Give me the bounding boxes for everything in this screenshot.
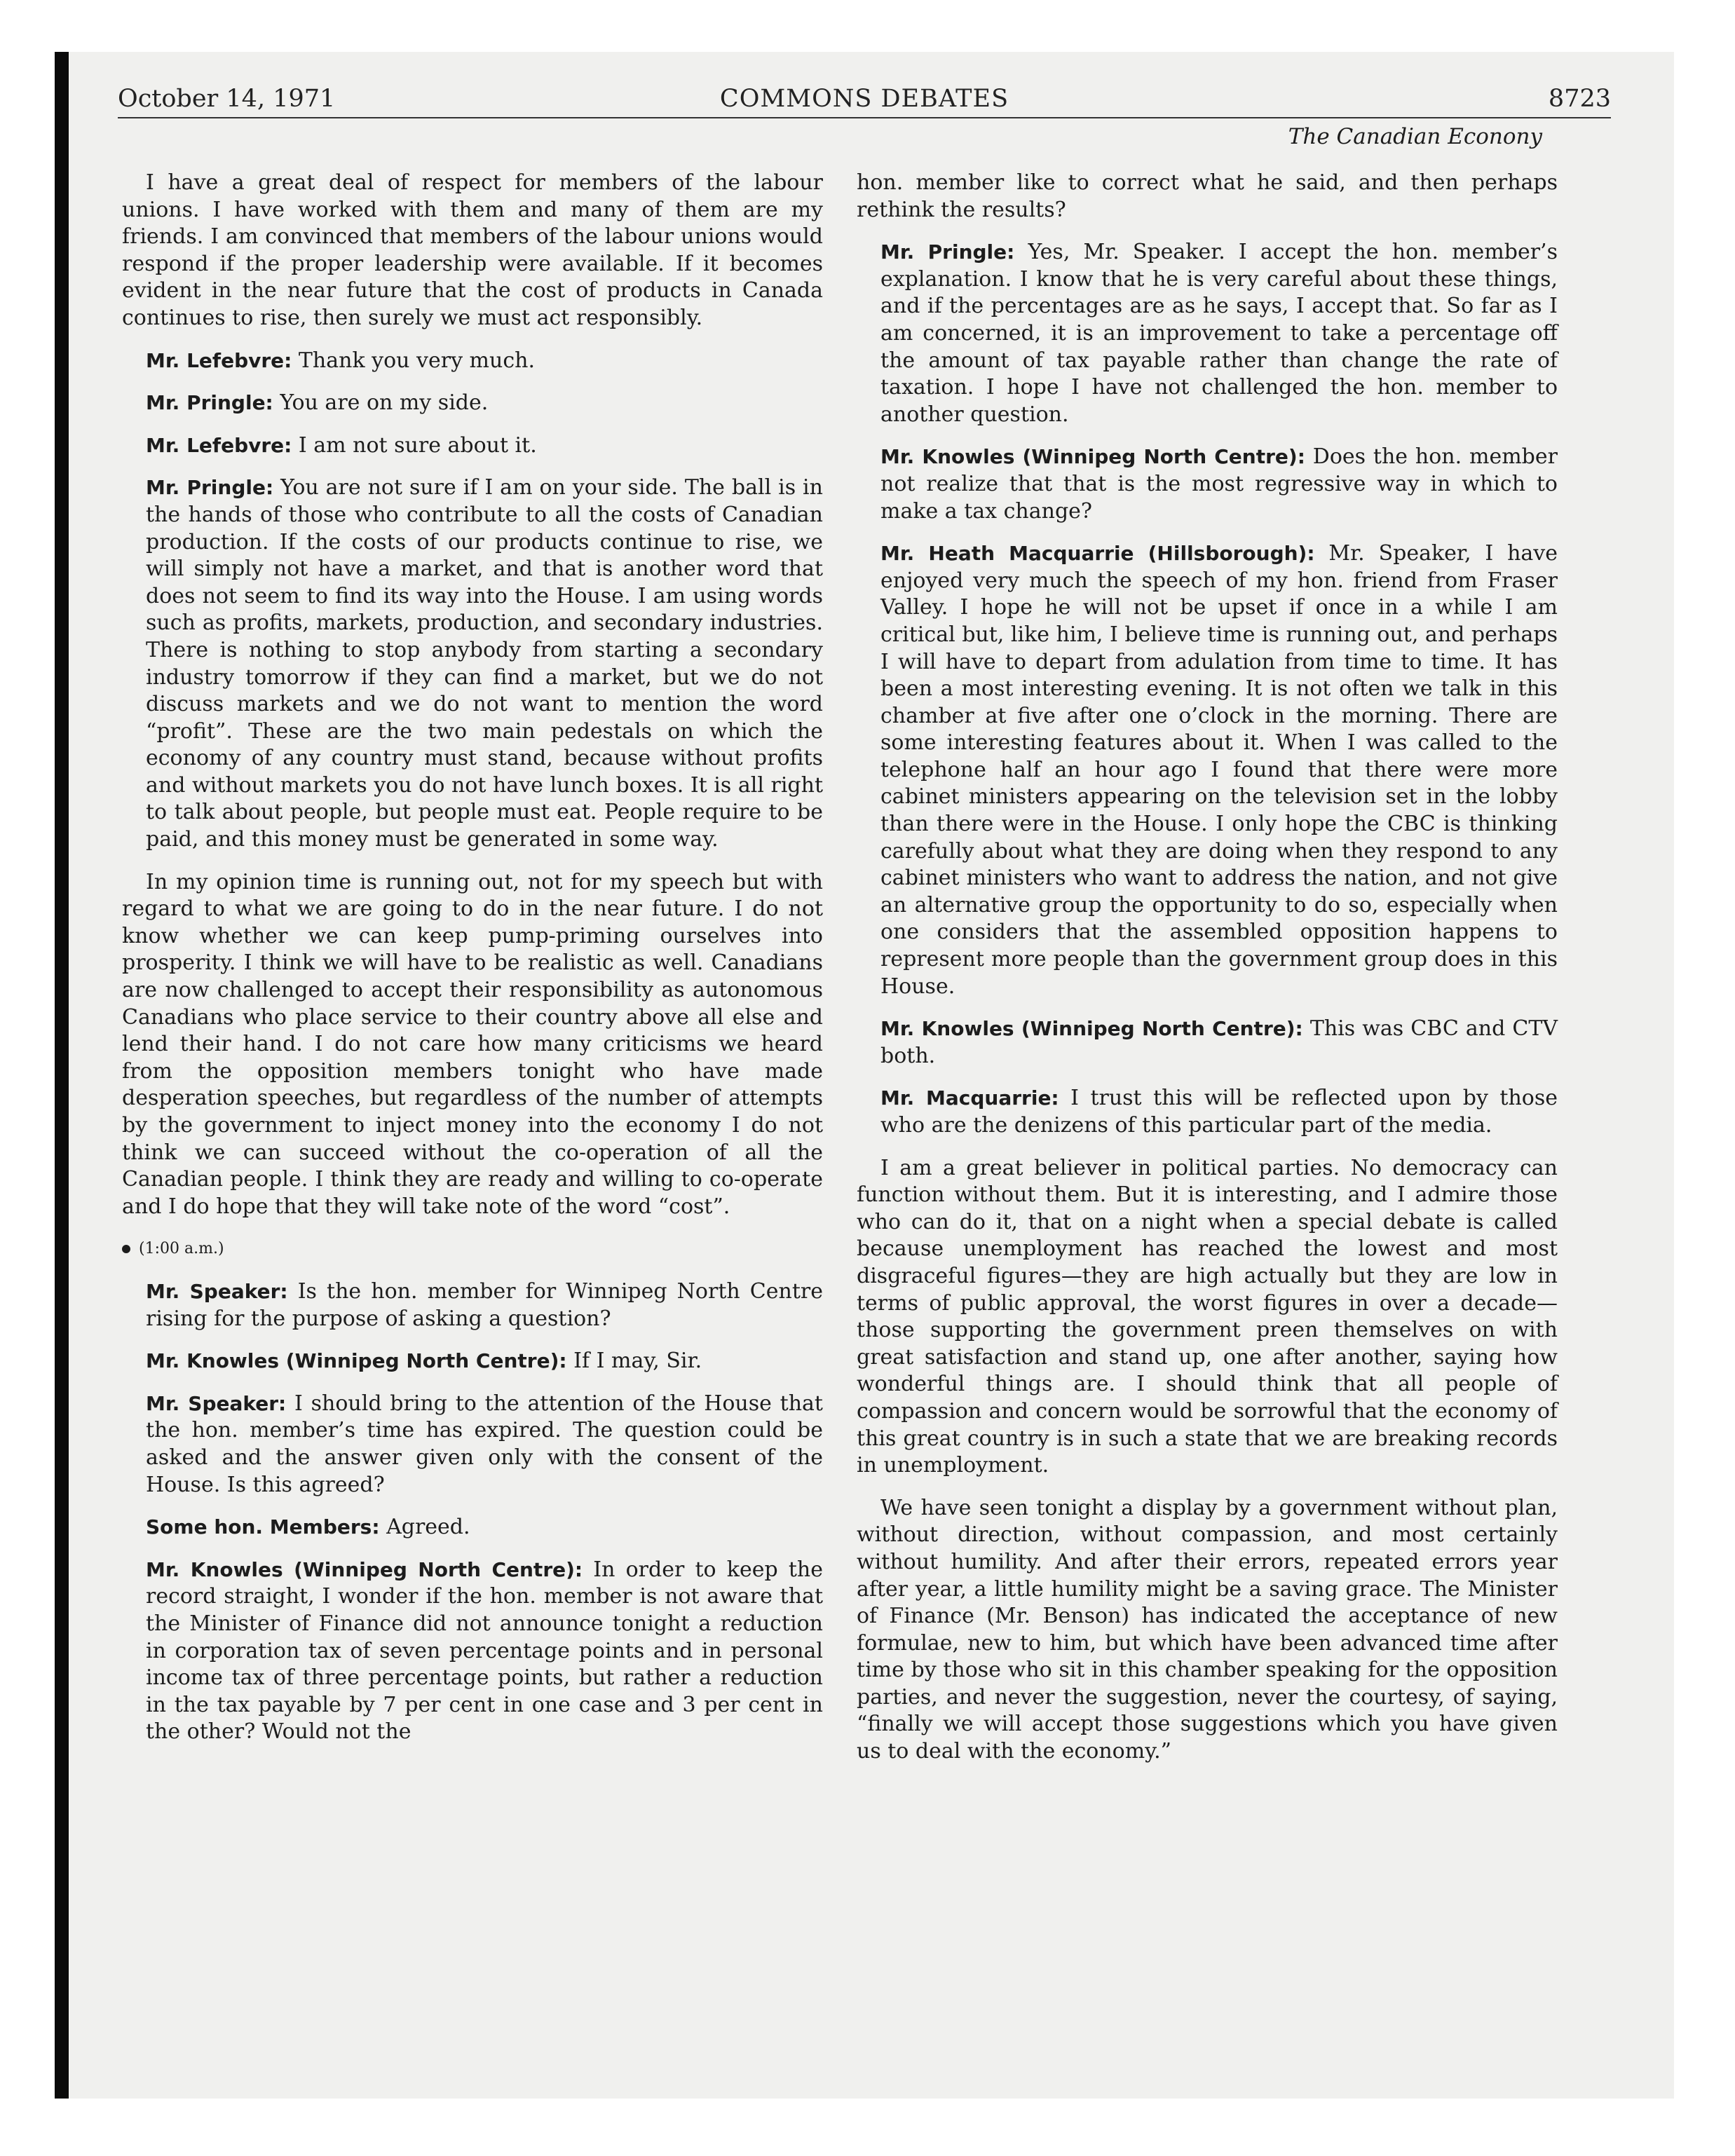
- speech-paragraph: [122, 348, 823, 375]
- speaker-name: Mr. Speaker:: [146, 1391, 287, 1415]
- speaker-name: Mr. Speaker:: [146, 1279, 288, 1303]
- speaker-name: Mr. Macquarrie:: [880, 1086, 1059, 1110]
- speaker-name: Mr. Knowles (Winnipeg North Centre):: [880, 1017, 1303, 1041]
- paragraph-text: You are on my side.: [280, 390, 489, 416]
- binding-edge: [55, 52, 69, 2099]
- paragraph-text: Agreed.: [386, 1515, 470, 1540]
- speech-paragraph: [122, 1391, 823, 1499]
- speech-paragraph: [857, 1085, 1558, 1139]
- speech-paragraph: [122, 1514, 823, 1541]
- speaker-name: Some hon. Members:: [146, 1515, 380, 1539]
- speaker-name: Mr. Heath Macquarrie (Hillsborough):: [880, 542, 1315, 566]
- header-rule: [118, 117, 1611, 118]
- left-column: [122, 170, 823, 1852]
- paragraph-text: I should bring to the attention of the House that the hon. member’s time has expired. The question could be asked and the answer given only with the consent of the House. Is this agreed?: [146, 1391, 823, 1497]
- speech-paragraph: [122, 475, 823, 853]
- speech-paragraph: [857, 239, 1558, 428]
- paragraph-text: If I may, Sir.: [573, 1349, 702, 1374]
- speech-paragraph: [122, 1278, 823, 1332]
- text-paragraph: [857, 170, 1558, 224]
- page-header: [118, 83, 1611, 115]
- speaker-name: Mr. Lefebvre:: [146, 433, 292, 457]
- speaker-name: Mr. Knowles (Winnipeg North Centre):: [146, 1349, 567, 1373]
- speech-paragraph: [122, 1557, 823, 1746]
- text-paragraph: [857, 1495, 1558, 1766]
- paragraph-text: Does the hon. member not realize that that is the most regressive way in which to make a tax change?: [880, 444, 1558, 524]
- speech-paragraph: [857, 540, 1558, 1000]
- timestamp: [122, 1236, 823, 1263]
- speech-paragraph: [857, 444, 1558, 525]
- speaker-name: Mr. Knowles (Winnipeg North Centre):: [880, 445, 1305, 469]
- paragraph-text: Is the hon. member for Winnipeg North Centre rising for the purpose of asking a question?: [146, 1278, 823, 1331]
- paragraph-text: You are not sure if I am on your side. The ball is in the hands of those who contribute to all the costs of Canadian production. If the costs of our products continue to rise, we will simply not have a market, and that is another word that does not seem to find its way into the House. I am using words such as profits, markets, production, and secondary industries. There is nothing to stop anybody from starting a secondary industry tomorrow if they can find a market, but we do not discuss markets and we do not want to mention the word “profit”. These are the two main pedestals on which the economy of any country must stand, because without profits and without markets you do not have lunch boxes. It is all right to talk about people, but people must eat. People require to be paid, and this money must be generated in some way.: [146, 475, 823, 852]
- paragraph-text: hon. member like to correct what he said, and then perhaps rethink the results?: [857, 170, 1558, 222]
- header-date: October 14, 1971: [118, 85, 336, 113]
- timestamp-text: (1:00 a.m.): [139, 1240, 224, 1258]
- speech-paragraph: [122, 1348, 823, 1375]
- speaker-name: Mr. Lefebvre:: [146, 348, 292, 372]
- running-head: The Canadian Econony: [1288, 124, 1542, 149]
- paragraph-text: Thank you very much.: [298, 348, 535, 373]
- paragraph-text: Yes, Mr. Speaker. I accept the hon. member’s explanation. I know that he is very careful about these things, and if the percentages are as he says, I accept that. So far as I am concerned, it is an improvement to take a percentage off the amount of tax payable rather than change the rate of taxation. I hope I have not challenged the hon. member to another question.: [880, 240, 1558, 427]
- paragraph-text: I am a great believer in political parties. No democracy can function without them. But it is interesting, and I admire those who can do it, that on a night when a special debate is called because unemployment has reached the lowest and most disgraceful figures—they are high actually but they are low in terms of public approval, the worst figures in over a decade—those supporting the government preen themselves on with great satisfaction and stand up, one after another, saying how wonderful things are. I should think that all people of compassion and concern would be sorrowful that the economy of this great country is in such a state that we are breaking records in unemployment.: [857, 1155, 1558, 1478]
- paragraph-text: I trust this will be reflected upon by those who are the denizens of this particular part of the media.: [880, 1086, 1558, 1138]
- text-paragraph: [857, 1155, 1558, 1480]
- paragraph-text: We have seen tonight a display by a government without plan, without direction, without compassion, and most certainly without humility. And after their errors, repeated errors year after year, a little humility might be a saving grace. The Minister of Finance (Mr. Benson) has indicated the acceptance of new formulae, new to him, but which have been advanced time after time by those who sit in this chamber speaking for the opposition parties, and never the suggestion, never the courtesy, of saying, “finally we will accept those suggestions which you have given us to deal with the economy.”: [857, 1495, 1558, 1764]
- paragraph-text: This was CBC and CTV both.: [880, 1016, 1558, 1068]
- paragraph-text: I have a great deal of respect for members of the labour unions. I have worked with them and many of them are my friends. I am convinced that members of the labour unions would respond if the proper leadership were available. If it becomes evident in the near future that the cost of products in Canada continues to rise, then surely we must act responsibly.: [122, 170, 823, 330]
- speech-paragraph: [857, 1016, 1558, 1070]
- paragraph-text: Mr. Speaker, I have enjoyed very much the speech of my hon. friend from Fraser Valley. I hope he will not be upset if once in a while I am critical but, like him, I believe time is running out, and perhaps I will have to depart from adulation from time to time. It has been a most interesting evening. It is not often we talk in this chamber at five after one o’clock in the morning. There are some interesting features about it. When I was called to the telephone half an hour ago I found that there were more cabinet ministers appearing on the television set in the lobby than there were in the House. I only hope the CBC is thinking carefully about what they are doing when they respond to any cabinet ministers who want to address the nation, and not give an alternative group the opportunity to do so, especially when one considers that the assembled opposition happens to represent more people than the government group does in this House.: [880, 541, 1558, 999]
- page-number: 8723: [1548, 85, 1611, 113]
- paragraph-text: I am not sure about it.: [298, 432, 537, 458]
- header-title: COMMONS DEBATES: [719, 85, 1009, 113]
- paragraph-text: In my opinion time is running out, not for my speech but with regard to what we are going to do in the near future. I do not know whether we can keep pump-priming ourselves into prosperity. I think we will have to be realistic as well. Canadians are now challenged to accept their responsibility as autonomous Canadians who place service to their country above all else and lend their hand. I do not care how many criticisms we heard from the opposition members tonight who have made desperation speeches, but regardless of the number of attempts by the government to inject money into the economy I do not think we can succeed without the co-operation of all the Canadian people. I think they are ready and willing to co-operate and I do hope that they will take note of the word “cost”.: [122, 869, 823, 1219]
- speech-paragraph: [122, 432, 823, 460]
- speaker-name: Mr. Pringle:: [146, 476, 274, 500]
- speaker-name: Mr. Knowles (Winnipeg North Centre):: [146, 1557, 583, 1581]
- paragraph-text: In order to keep the record straight, I wonder if the hon. member is not aware that the Minister of Finance did not announce tonight a reduction in corporation tax of seven percentage points and in personal income tax of three percentage points, but rather a reduction in the tax payable by 7 per cent in one case and 3 per cent in the other? Would not the: [146, 1557, 823, 1745]
- right-column: [857, 170, 1558, 1852]
- bullet-icon: [122, 1245, 130, 1253]
- text-paragraph: [122, 869, 823, 1221]
- speaker-name: Mr. Pringle:: [880, 240, 1015, 264]
- speech-paragraph: [122, 390, 823, 417]
- speaker-name: Mr. Pringle:: [146, 391, 273, 415]
- text-paragraph: [122, 170, 823, 332]
